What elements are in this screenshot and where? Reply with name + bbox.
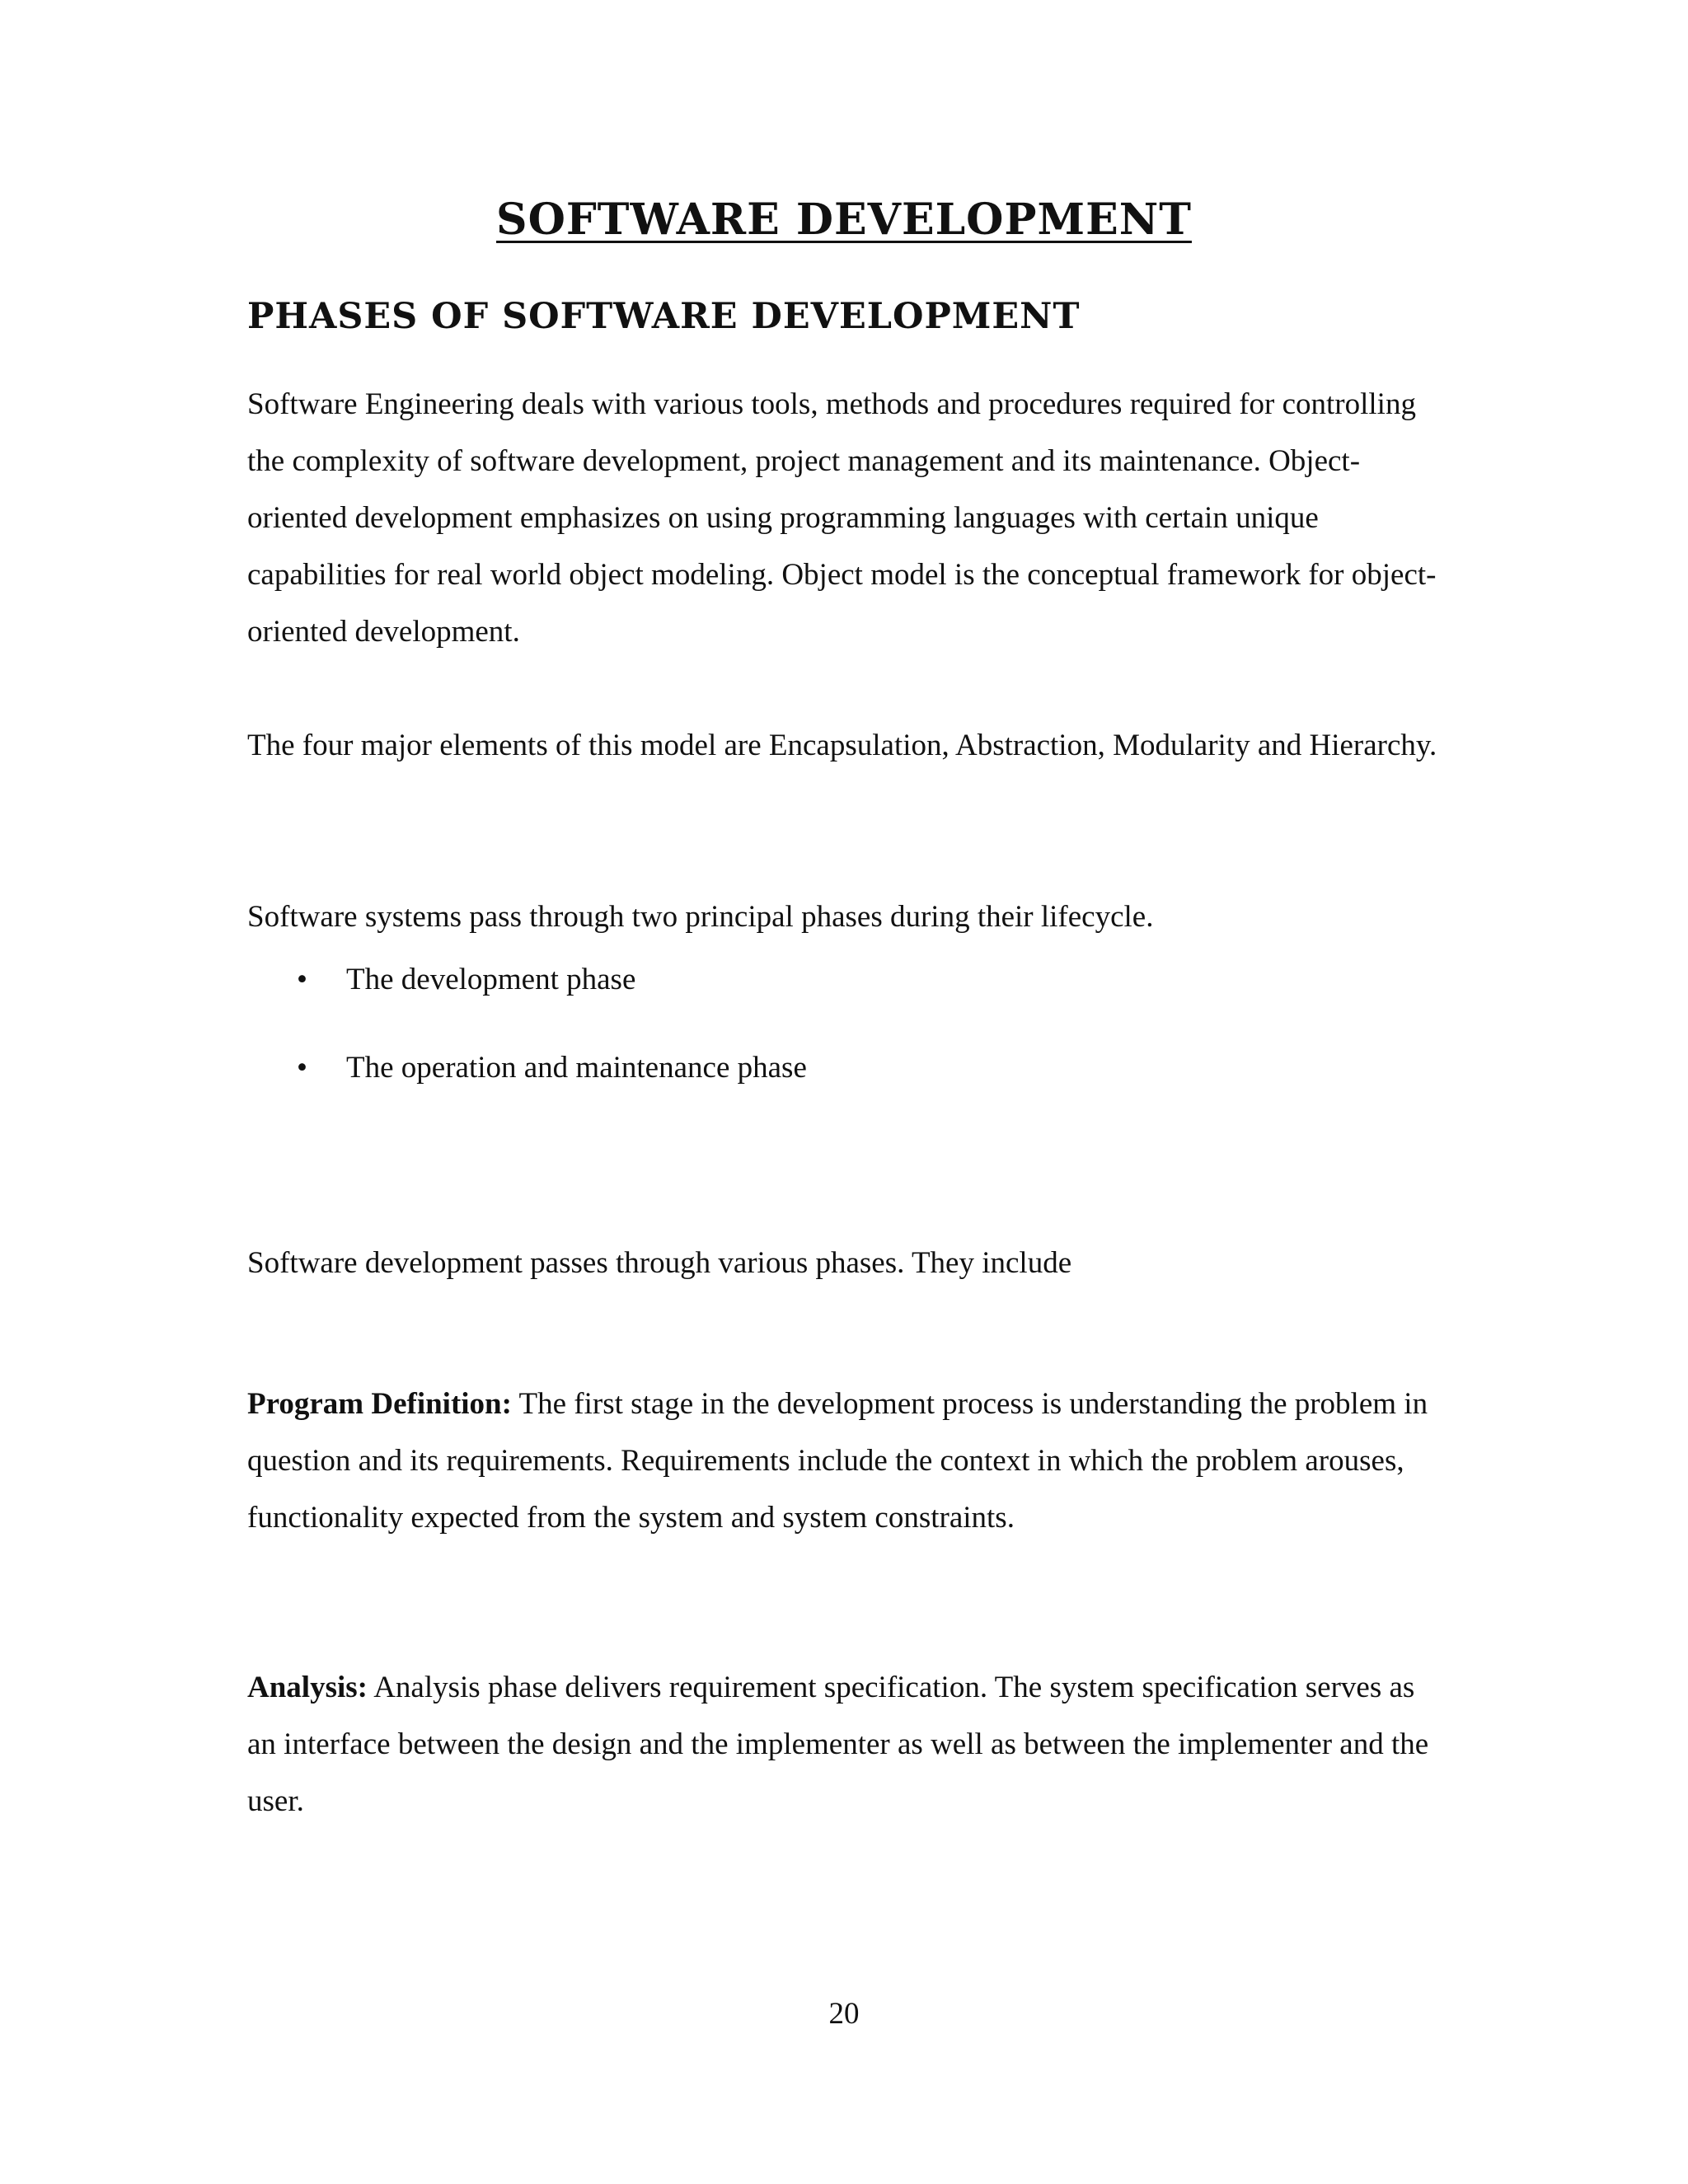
list-item-text: The operation and maintenance phase [346,1051,807,1085]
intro-paragraph: Software Engineering deals with various tools, methods and procedures required for controlling the complexity of software development, project management and its maintenance. Object-oriented development emphasizes on using programming languages with certain unique capabilities for real world object modeling. Object model is the conceptual framework for object-oriented development. [247,387,1437,649]
bullet-icon: • [297,1051,307,1085]
phases-intro-paragraph: Software development passes through various phases. They include [247,1246,1072,1280]
list-item [247,951,807,1008]
page-title-text: SOFTWARE DEVELOPMENT [496,194,1192,245]
analysis-paragraph [247,1659,1451,1830]
program-definition-paragraph [247,1376,1451,1546]
elements-paragraph: The four major elements of this model are Encapsulation, Abstraction, Modularity and Hierarchy. [247,729,1437,762]
lifecycle-paragraph: Software systems pass through two principal phases during their lifecycle. [247,900,1154,934]
analysis-label: Analysis: [247,1671,368,1704]
phase-list [247,951,807,1096]
list-item [247,1039,807,1096]
analysis-text: Analysis phase delivers requirement specification. The system specification serves as an interface between the design and the implementer as well as between the implementer and the user. [247,1671,1429,1818]
program-definition-label: Program Definition: [247,1387,512,1421]
page-title [0,191,1688,249]
page-number: 20 [828,1997,860,2031]
section-heading: PHASES OF SOFTWARE DEVELOPMENT [247,296,1081,337]
bullet-icon: • [297,963,307,996]
list-item-text: The development phase [346,963,636,996]
program-definition-text: The first stage in the development process is understanding the problem in question and its requirements. Requirements include the context in which the problem arouses, functionality expected from the system and system constraints. [247,1387,1428,1535]
